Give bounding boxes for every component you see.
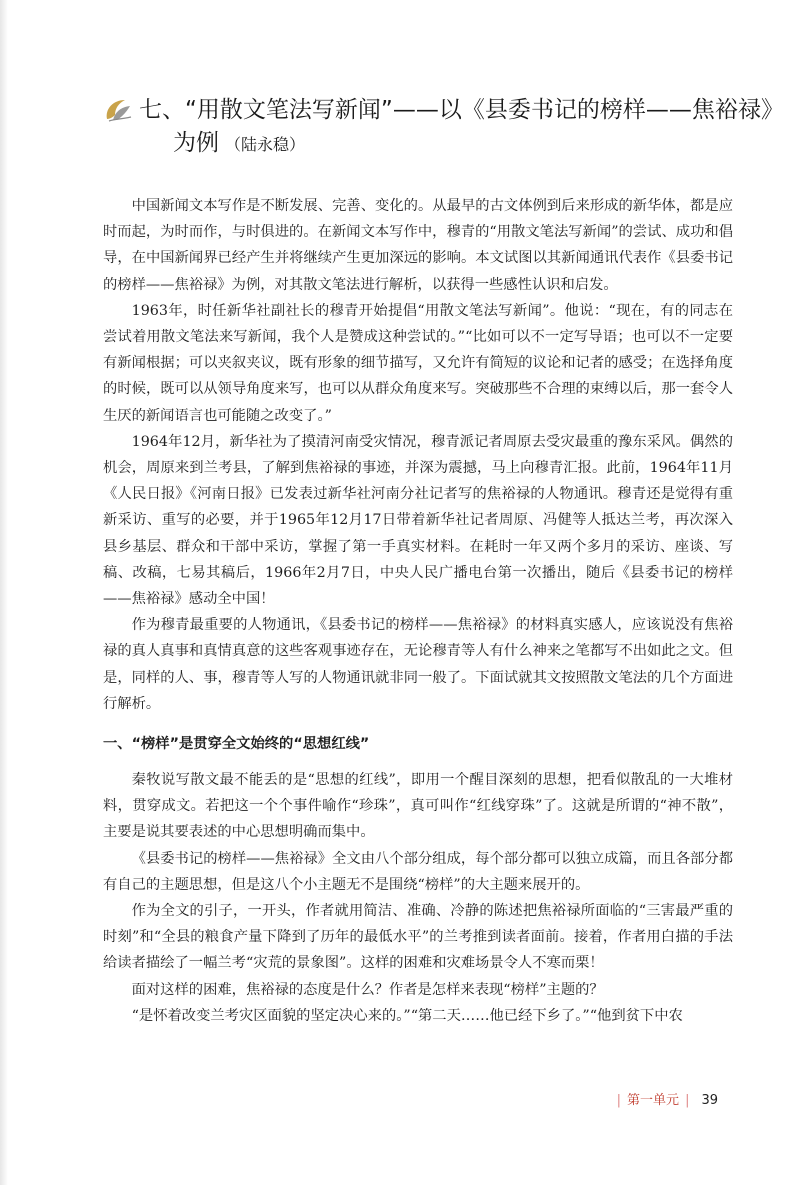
- footer-separator: |: [685, 1093, 690, 1108]
- paragraph: 面对这样的困难，焦裕禄的态度是什么？作者是怎样来表现“榜样”主题的？: [131, 981, 604, 998]
- title-author: （陆永稳）: [225, 135, 306, 154]
- paragraph: 作为穆青最重要的人物通讯，《县委书记的榜样——焦裕禄》的材料真实感人，应该说没有焦裕禄的真人真事和真情真意的这些客观事迹存在，无论穆青等人有什么神来之笔都写不出如此之文。但是，同样的人、事，穆青等人写的人物通讯就非同一般了。下面试就其文按照散文笔法的几个方面进行解析。: [103, 617, 733, 712]
- paragraph: “是怀着改变兰考灾区面貌的坚定决心来的。”“第二天……他已经下乡了。”“他到贫下中农: [131, 1007, 683, 1024]
- footer-separator: |: [616, 1093, 622, 1108]
- paragraph: 秦牧说写散文最不能丢的是“思想的红线”，即用一个醒目深刻的思想，把看似散乱的一大堆材料，贯穿成文。若把这一个个事件喻作“珍珠”，真可叫作“红线穿珠”了。这就是所谓的“神不散”，主要是说其要表述的中心思想明确而集中。: [103, 772, 733, 841]
- paragraph: 1963年，时任新华社副社长的穆青开始提倡“用散文笔法写新闻”。他说：“现在，有的同志在尝试着用散文笔法来写新闻，我个人是赞成这种尝试的。”“比如可以不一定写导语；也可以不一定要有新闻根据；可以夹叙夹议，既有形象的细节描写，又允许有简短的议论和记者的感受；在选择角度的时候，既可以从领导角度来写，也可以从群众角度来写。突破那些不合理的束缚以后，那一套令人生厌的新闻语言也可能随之改变了。”: [103, 302, 733, 424]
- article-body: [103, 193, 733, 1029]
- title-line-2: [173, 128, 305, 160]
- paragraph: 《县委书记的榜样——焦裕禄》全文由八个部分组成，每个部分都可以独立成篇，而且各部分都有自己的主题思想，但是这八个小主题无不是围绕“榜样”的大主题来展开的。: [103, 850, 733, 893]
- paragraph: 中国新闻文本写作是不断发展、完善、变化的。从最早的古文体例到后来形成的新华体，都是应时而起，为时而作，与时俱进的。在新闻文本写作中，穆青的“用散文笔法写新闻”的尝试、成功和倡导，在中国新闻界已经产生并将继续产生更加深远的影响。本文试图以其新闻通讯代表作《县委书记的榜样——焦裕禄》为例，对其散文笔法进行解析，以获得一些感性认识和启发。: [103, 198, 733, 293]
- paragraph: 作为全文的引子，一开头，作者就用简洁、准确、冷静的陈述把焦裕禄所面临的“三害最严重的时刻”和“全县的粮食产量下降到了历年的最低水平”的兰考推到读者面前。接着，作者用白描的手法给读者描绘了一幅兰考“灾荒的景象图”。这样的困难和灾难场景令人不寒而栗！: [103, 903, 733, 972]
- title-line-1: 七、“用散文笔法写新闻”——以《县委书记的榜样——焦裕禄》: [139, 97, 784, 123]
- footer-unit-label: 第一单元: [627, 1093, 680, 1108]
- paragraph: 1964年12月，新华社为了摸清河南受灾情况，穆青派记者周原去受灾最重的豫东采风。偶然的机会，周原来到兰考县，了解到焦裕禄的事迹，并深为震撼，马上向穆青汇报。此前，1964年11月《人民日报》《河南日报》已发表过新华社河南分社记者写的焦裕禄的人物通讯。穆青还是觉得有重新采访、重写的必要，并于1965年12月17日带着新华社记者周原、冯健等人抵达兰考，再次深入县乡基层、群众和干部中采访，掌握了第一手真实材料。在耗时一年又两个多月的采访、座谈、写稿、改稿，七易其稿后，1966年2月7日，中央人民广播电台第一次播出，随后《县委书记的榜样——焦裕禄》感动全中国！: [103, 433, 733, 608]
- title-line-2-text: 为例: [173, 130, 219, 156]
- section-heading: 一、“榜样”是贯穿全文始终的“思想红线”: [103, 736, 370, 753]
- page-edge: [0, 0, 8, 1185]
- swirl-leaf-icon: [103, 97, 133, 123]
- page-footer: [611, 1089, 718, 1108]
- page-number: 39: [701, 1093, 718, 1108]
